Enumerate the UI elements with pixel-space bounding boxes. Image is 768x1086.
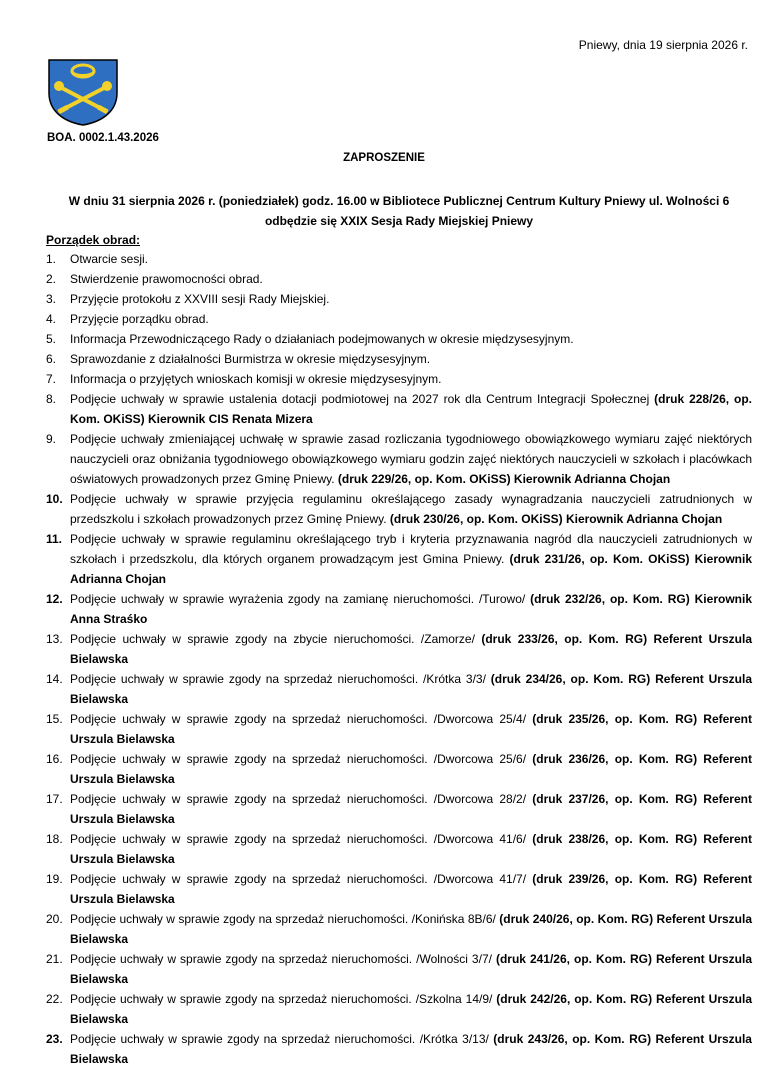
agenda-item-reference: (druk 235/26, op. Kom. RG) Referent Urszula Bielawska <box>70 712 752 746</box>
agenda-item <box>46 629 752 669</box>
agenda-item-reference: (druk 230/26, op. Kom. OKiSS) Kierownik Adrianna Chojan <box>389 512 723 526</box>
agenda-item <box>46 869 752 909</box>
agenda-item-reference: (druk 236/26, op. Kom. RG) Referent Urszula Bielawska <box>70 752 752 786</box>
agenda-item-number: 18. <box>46 832 63 846</box>
agenda-item-number: 23. <box>46 1032 63 1046</box>
agenda-item-number: 3. <box>46 292 57 306</box>
agenda-item <box>46 669 752 709</box>
agenda-item-text: Sprawozdanie z działalności Burmistrza w okresie międzysesyjnym. <box>70 352 431 366</box>
agenda-item-number: 15. <box>46 712 63 726</box>
agenda-item <box>46 589 752 629</box>
agenda-item <box>46 309 752 329</box>
place-date: Pniewy, dnia 19 sierpnia 2026 r. <box>578 38 748 52</box>
coat-of-arms-crossed-keys-icon <box>46 57 120 127</box>
agenda-item-text: Podjęcie uchwały w sprawie zgody na sprzedaż nieruchomości. /Dworcowa 25/6/ <box>70 752 533 766</box>
agenda-item-text: Podjęcie uchwały w sprawie wyrażenia zgody na zamianę nieruchomości. /Turowo/ <box>70 592 531 606</box>
agenda-item-text: Informacja Przewodniczącego Rady o działaniach podejmowanych w okresie międzysesyjnym. <box>70 332 574 346</box>
agenda-item <box>46 249 752 269</box>
agenda-item <box>46 389 752 429</box>
agenda-item-number: 7. <box>46 372 57 386</box>
agenda-heading: Porządek obrad: <box>46 233 141 247</box>
agenda-item-number: 2. <box>46 272 57 286</box>
agenda-item-number: 13. <box>46 632 63 646</box>
intro-line-1: W dniu 31 sierpnia 2026 r. (poniedziałek) godz. 16.00 w Bibliotece Publicznej Centrum Kultury Pniewy ul. Wolności 6 <box>68 194 730 208</box>
agenda-item-number: 12. <box>46 592 63 606</box>
agenda-item-reference: (druk 240/26, op. Kom. RG) Referent Urszula Bielawska <box>70 912 752 946</box>
agenda-list <box>46 249 752 1069</box>
agenda-item-reference: (druk 242/26, op. Kom. RG) Referent Urszula Bielawska <box>70 992 752 1026</box>
agenda-item-text: Podjęcie uchwały w sprawie ustalenia dotacji podmiotowej na 2027 rok dla Centrum Integracji Społecznej <box>70 392 655 406</box>
reference-number: BOA. 0002.1.43.2026 <box>47 132 159 144</box>
agenda-item <box>46 429 752 489</box>
agenda-item <box>46 989 752 1029</box>
agenda-item-text: Podjęcie uchwały w sprawie zgody na sprzedaż nieruchomości. /Szkolna 14/9/ <box>70 992 497 1006</box>
agenda-item-number: 17. <box>46 792 63 806</box>
agenda-item-number: 10. <box>46 492 63 506</box>
agenda-item <box>46 369 752 389</box>
agenda-item-text: Otwarcie sesji. <box>70 252 149 266</box>
agenda-item-number: 1. <box>46 252 57 266</box>
agenda-item-number: 16. <box>46 752 63 766</box>
agenda-item-reference: (druk 229/26, op. Kom. OKiSS) Kierownik Adrianna Chojan <box>337 472 671 486</box>
agenda-item <box>46 489 752 529</box>
agenda-item <box>46 1029 752 1069</box>
agenda-item-reference: (druk 234/26, op. Kom. RG) Referent Urszula Bielawska <box>70 672 752 706</box>
agenda-item <box>46 749 752 789</box>
agenda-item-number: 6. <box>46 352 57 366</box>
agenda-item-reference: (druk 231/26, op. Kom. OKiSS) Kierownik Adrianna Chojan <box>70 552 752 586</box>
agenda-item-reference: (druk 228/26, op. Kom. OKiSS) Kierownik CIS Renata Mizera <box>70 392 752 426</box>
agenda-item-number: 8. <box>46 392 57 406</box>
agenda-item-reference: (druk 243/26, op. Kom. RG) Referent Urszula Bielawska <box>70 1032 752 1066</box>
agenda-item <box>46 349 752 369</box>
agenda-item-text: Podjęcie uchwały w sprawie zgody na sprzedaż nieruchomości. /Dworcowa 25/4/ <box>70 712 533 726</box>
agenda-item <box>46 289 752 309</box>
agenda-item <box>46 909 752 949</box>
agenda-item-number: 4. <box>46 312 57 326</box>
invitation-intro <box>46 191 752 231</box>
agenda-item <box>46 829 752 869</box>
agenda-item-text: Podjęcie uchwały w sprawie zgody na sprzedaż nieruchomości. /Wolności 3/7/ <box>70 952 496 966</box>
agenda-item-text: Podjęcie uchwały w sprawie zgody na sprzedaż nieruchomości. /Konińska 8B/6/ <box>70 912 500 926</box>
agenda-item-number: 11. <box>46 532 63 546</box>
agenda-item <box>46 329 752 349</box>
agenda-item-reference: (druk 232/26, op. Kom. RG) Kierownik Anna Straśko <box>70 592 752 626</box>
agenda-item-text: Podjęcie uchwały w sprawie zgody na sprzedaż nieruchomości. /Dworcowa 41/7/ <box>70 872 533 886</box>
agenda-item-text: Podjęcie uchwały zmieniającej uchwałę w sprawie zasad rozliczania tygodniowego obowiązkowego wymiaru zajęć niektórych nauczycieli oraz obniżania tygodniowego obowiązkowego wymiaru godzin zajęć niektórych nauczycieli w szkołach i placówkach oświatowych prowadzonych przez Gminę Pniewy. <box>70 432 752 486</box>
agenda-item-text: Informacja o przyjętych wnioskach komisji w okresie międzysesyjnym. <box>70 372 442 386</box>
agenda-item-text: Podjęcie uchwały w sprawie przyjęcia regulaminu określającego zasady wynagradzania nauczycieli zatrudnionych w przedszkolu i szkołach prowadzonych przez Gminę Pniewy. <box>70 492 752 526</box>
agenda-item-reference: (druk 241/26, op. Kom. RG) Referent Urszula Bielawska <box>70 952 752 986</box>
intro-line-2: odbędzie się XXIX Sesja Rady Miejskiej Pniewy <box>264 214 534 228</box>
agenda-item-text: Stwierdzenie prawomocności obrad. <box>70 272 263 286</box>
agenda-item-text: Podjęcie uchwały w sprawie regulaminu określającego tryb i kryteria przyznawania nagród dla nauczycieli zatrudnionych w szkołach i przedszkolu, dla których organem prowadzącym jest Gmina Pniewy. <box>70 532 752 566</box>
agenda-item-number: 9. <box>46 432 57 446</box>
agenda-item-text: Podjęcie uchwały w sprawie zgody na sprzedaż nieruchomości. /Krótka 3/3/ <box>70 672 491 686</box>
agenda-item-reference: (druk 239/26, op. Kom. RG) Referent Urszula Bielawska <box>70 872 752 906</box>
agenda-item <box>46 529 752 589</box>
agenda-item <box>46 269 752 289</box>
agenda-item-text: Podjęcie uchwały w sprawie zgody na sprzedaż nieruchomości. /Dworcowa 28/2/ <box>70 792 533 806</box>
agenda-item-reference: (druk 237/26, op. Kom. RG) Referent Urszula Bielawska <box>70 792 752 826</box>
agenda-item-number: 20. <box>46 912 63 926</box>
agenda-item-reference: (druk 233/26, op. Kom. RG) Referent Urszula Bielawska <box>70 632 752 666</box>
agenda-item-text: Przyjęcie protokołu z XXVIII sesji Rady Miejskiej. <box>70 292 330 306</box>
agenda-item-text: Podjęcie uchwały w sprawie zgody na sprzedaż nieruchomości. /Dworcowa 41/6/ <box>70 832 533 846</box>
agenda-item-number: 21. <box>46 952 63 966</box>
agenda-item-text: Podjęcie uchwały w sprawie zgody na sprzedaż nieruchomości. /Krótka 3/13/ <box>70 1032 494 1046</box>
agenda-item-reference: (druk 238/26, op. Kom. RG) Referent Urszula Bielawska <box>70 832 752 866</box>
agenda-item <box>46 949 752 989</box>
agenda-item-text: Przyjęcie porządku obrad. <box>70 312 209 326</box>
agenda-item-text: Podjęcie uchwały w sprawie zgody na zbycie nieruchomości. /Zamorze/ <box>70 632 482 646</box>
agenda-item-number: 5. <box>46 332 57 346</box>
agenda-item <box>46 789 752 829</box>
agenda-item-number: 14. <box>46 672 63 686</box>
agenda-item-number: 22. <box>46 992 63 1006</box>
agenda-item <box>46 709 752 749</box>
document-title: ZAPROSZENIE <box>343 152 425 164</box>
agenda-item-number: 19. <box>46 872 63 886</box>
